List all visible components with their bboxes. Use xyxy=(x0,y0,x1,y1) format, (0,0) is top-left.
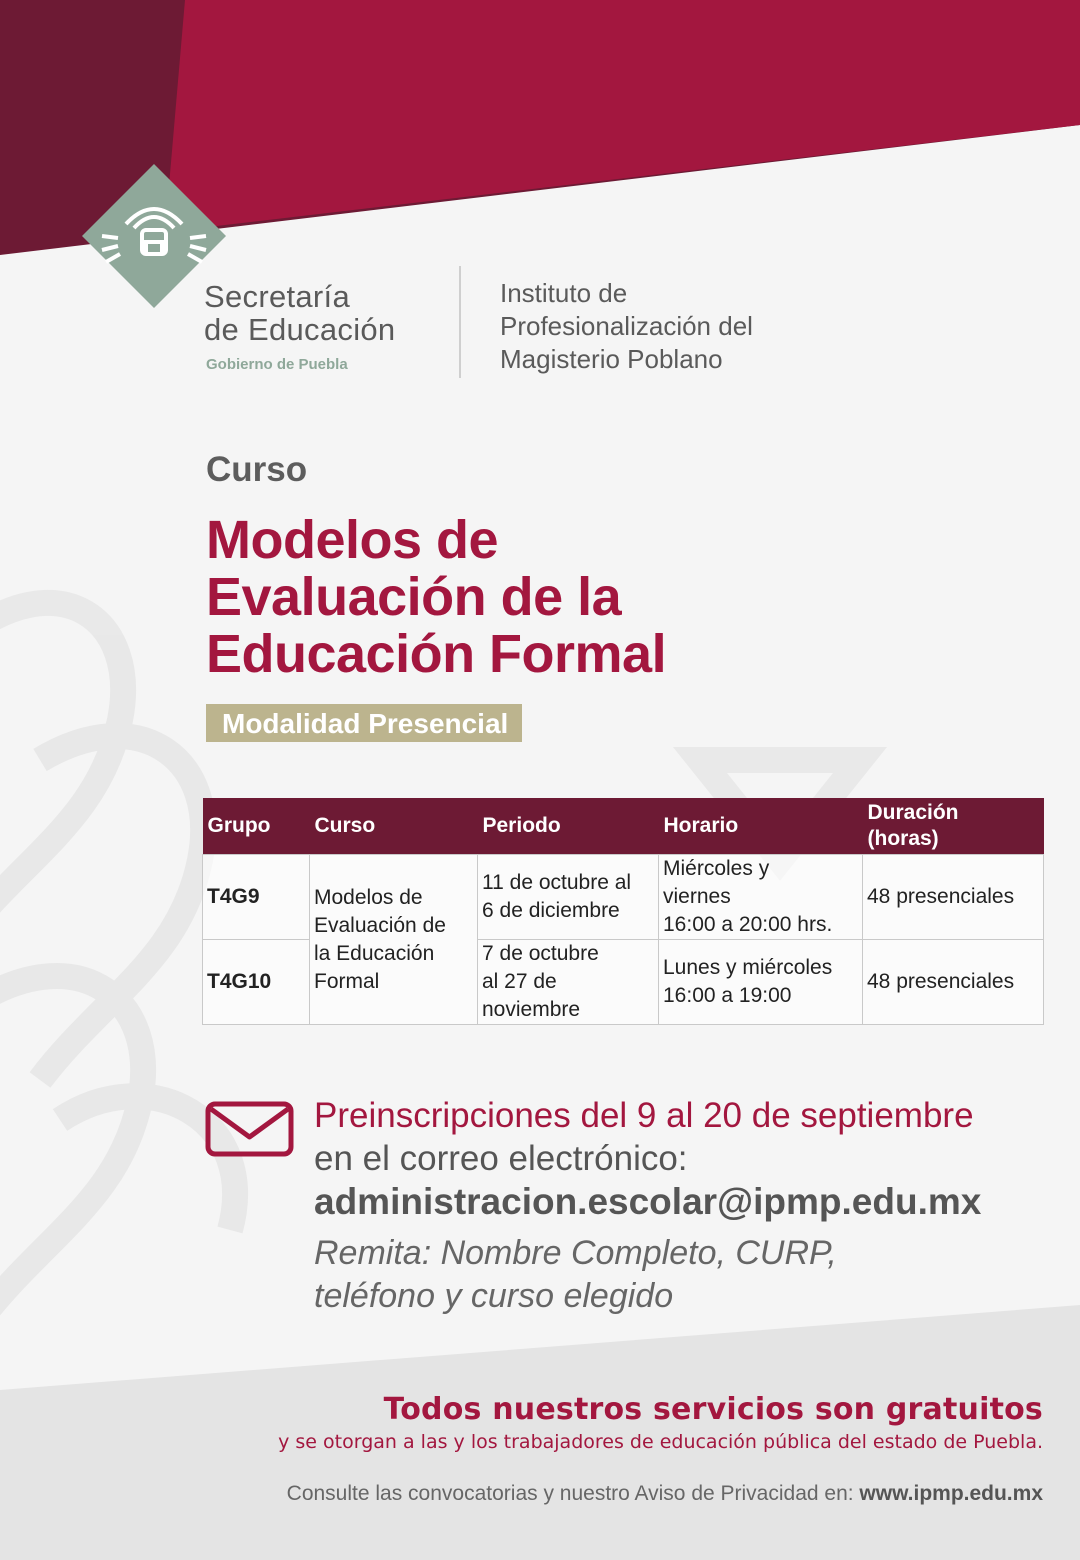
cell-course xyxy=(310,855,478,1025)
period-line: noviembre xyxy=(482,998,581,1021)
logo-divider xyxy=(459,266,461,378)
schedule-table xyxy=(202,798,1044,1025)
schedule-line: Miércoles y xyxy=(663,857,770,880)
period-line: 6 de diciembre xyxy=(482,899,620,922)
cell-schedule xyxy=(659,855,863,940)
course-title-line3: Educación Formal xyxy=(206,624,667,684)
contact-email-link[interactable]: administracion.escolar@ipmp.edu.mx xyxy=(314,1181,982,1222)
table-header-row xyxy=(203,798,1044,855)
free-services-headline: Todos nuestros servicios son gratuitos xyxy=(383,1392,1043,1427)
institute-name xyxy=(500,277,753,376)
institute-line3: Magisterio Poblano xyxy=(500,344,723,374)
send-instructions-line2: teléfono y curso elegido xyxy=(314,1277,674,1315)
secretaria-line2: de Educación xyxy=(204,312,396,347)
envelope-icon xyxy=(205,1101,294,1157)
privacy-notice-text: Consulte las convocatorias y nuestro Aviso de Privacidad en: xyxy=(286,1482,860,1505)
header-period: Periodo xyxy=(478,798,659,855)
header-duration-line2: (horas) xyxy=(867,827,939,850)
modality-badge: Modalidad Presencial xyxy=(206,704,522,742)
cell-period xyxy=(478,855,659,940)
send-instructions-line1: Remita: Nombre Completo, CURP, xyxy=(314,1234,837,1272)
header-group: Grupo xyxy=(203,798,310,855)
send-instructions xyxy=(314,1232,837,1318)
course-name-line: Formal xyxy=(314,969,380,993)
secretaria-title xyxy=(204,280,395,346)
course-title-line1: Modelos de xyxy=(206,510,499,570)
cell-group: T4G9 xyxy=(203,855,310,940)
secretaria-line1: Secretaría xyxy=(204,279,351,314)
cell-duration: 48 presenciales xyxy=(863,855,1044,940)
course-title-line2: Evaluación de la xyxy=(206,567,622,627)
header-course: Curso xyxy=(310,798,478,855)
schedule-line: Lunes y miércoles xyxy=(663,956,833,979)
header-duration xyxy=(863,798,1044,855)
privacy-notice xyxy=(287,1482,1043,1506)
secretaria-subtitle: Gobierno de Puebla xyxy=(206,356,348,373)
schedule-line: viernes xyxy=(663,885,731,908)
cell-group: T4G10 xyxy=(203,940,310,1025)
cell-schedule xyxy=(659,940,863,1025)
header-duration-line1: Duración xyxy=(867,801,959,824)
period-line: 7 de octubre xyxy=(482,942,599,965)
cell-duration: 48 presenciales xyxy=(863,940,1044,1025)
header-schedule: Horario xyxy=(659,798,863,855)
course-name-line: la Educación xyxy=(314,941,435,965)
preregistration-dates: Preinscripciones del 9 al 20 de septiembre xyxy=(314,1096,974,1135)
schedule-line: 16:00 a 20:00 hrs. xyxy=(663,913,833,936)
cell-period xyxy=(478,940,659,1025)
period-line: 11 de octubre al xyxy=(482,871,632,894)
course-name-line: Evaluación de xyxy=(314,913,446,937)
institute-line1: Instituto de xyxy=(500,278,628,308)
institute-line2: Profesionalización del xyxy=(500,311,753,341)
course-title xyxy=(206,512,906,683)
email-intro: en el correo electrónico: xyxy=(314,1139,688,1178)
course-name-line: Modelos de xyxy=(314,885,423,909)
period-line: al 27 de xyxy=(482,970,557,993)
free-services-subline: y se otorgan a las y los trabajadores de educación pública del estado de Puebla. xyxy=(278,1431,1043,1453)
schedule-line: 16:00 a 19:00 xyxy=(663,984,792,1007)
course-label: Curso xyxy=(206,450,308,489)
table-row xyxy=(203,855,1044,940)
website-link[interactable]: www.ipmp.edu.mx xyxy=(859,1482,1043,1505)
